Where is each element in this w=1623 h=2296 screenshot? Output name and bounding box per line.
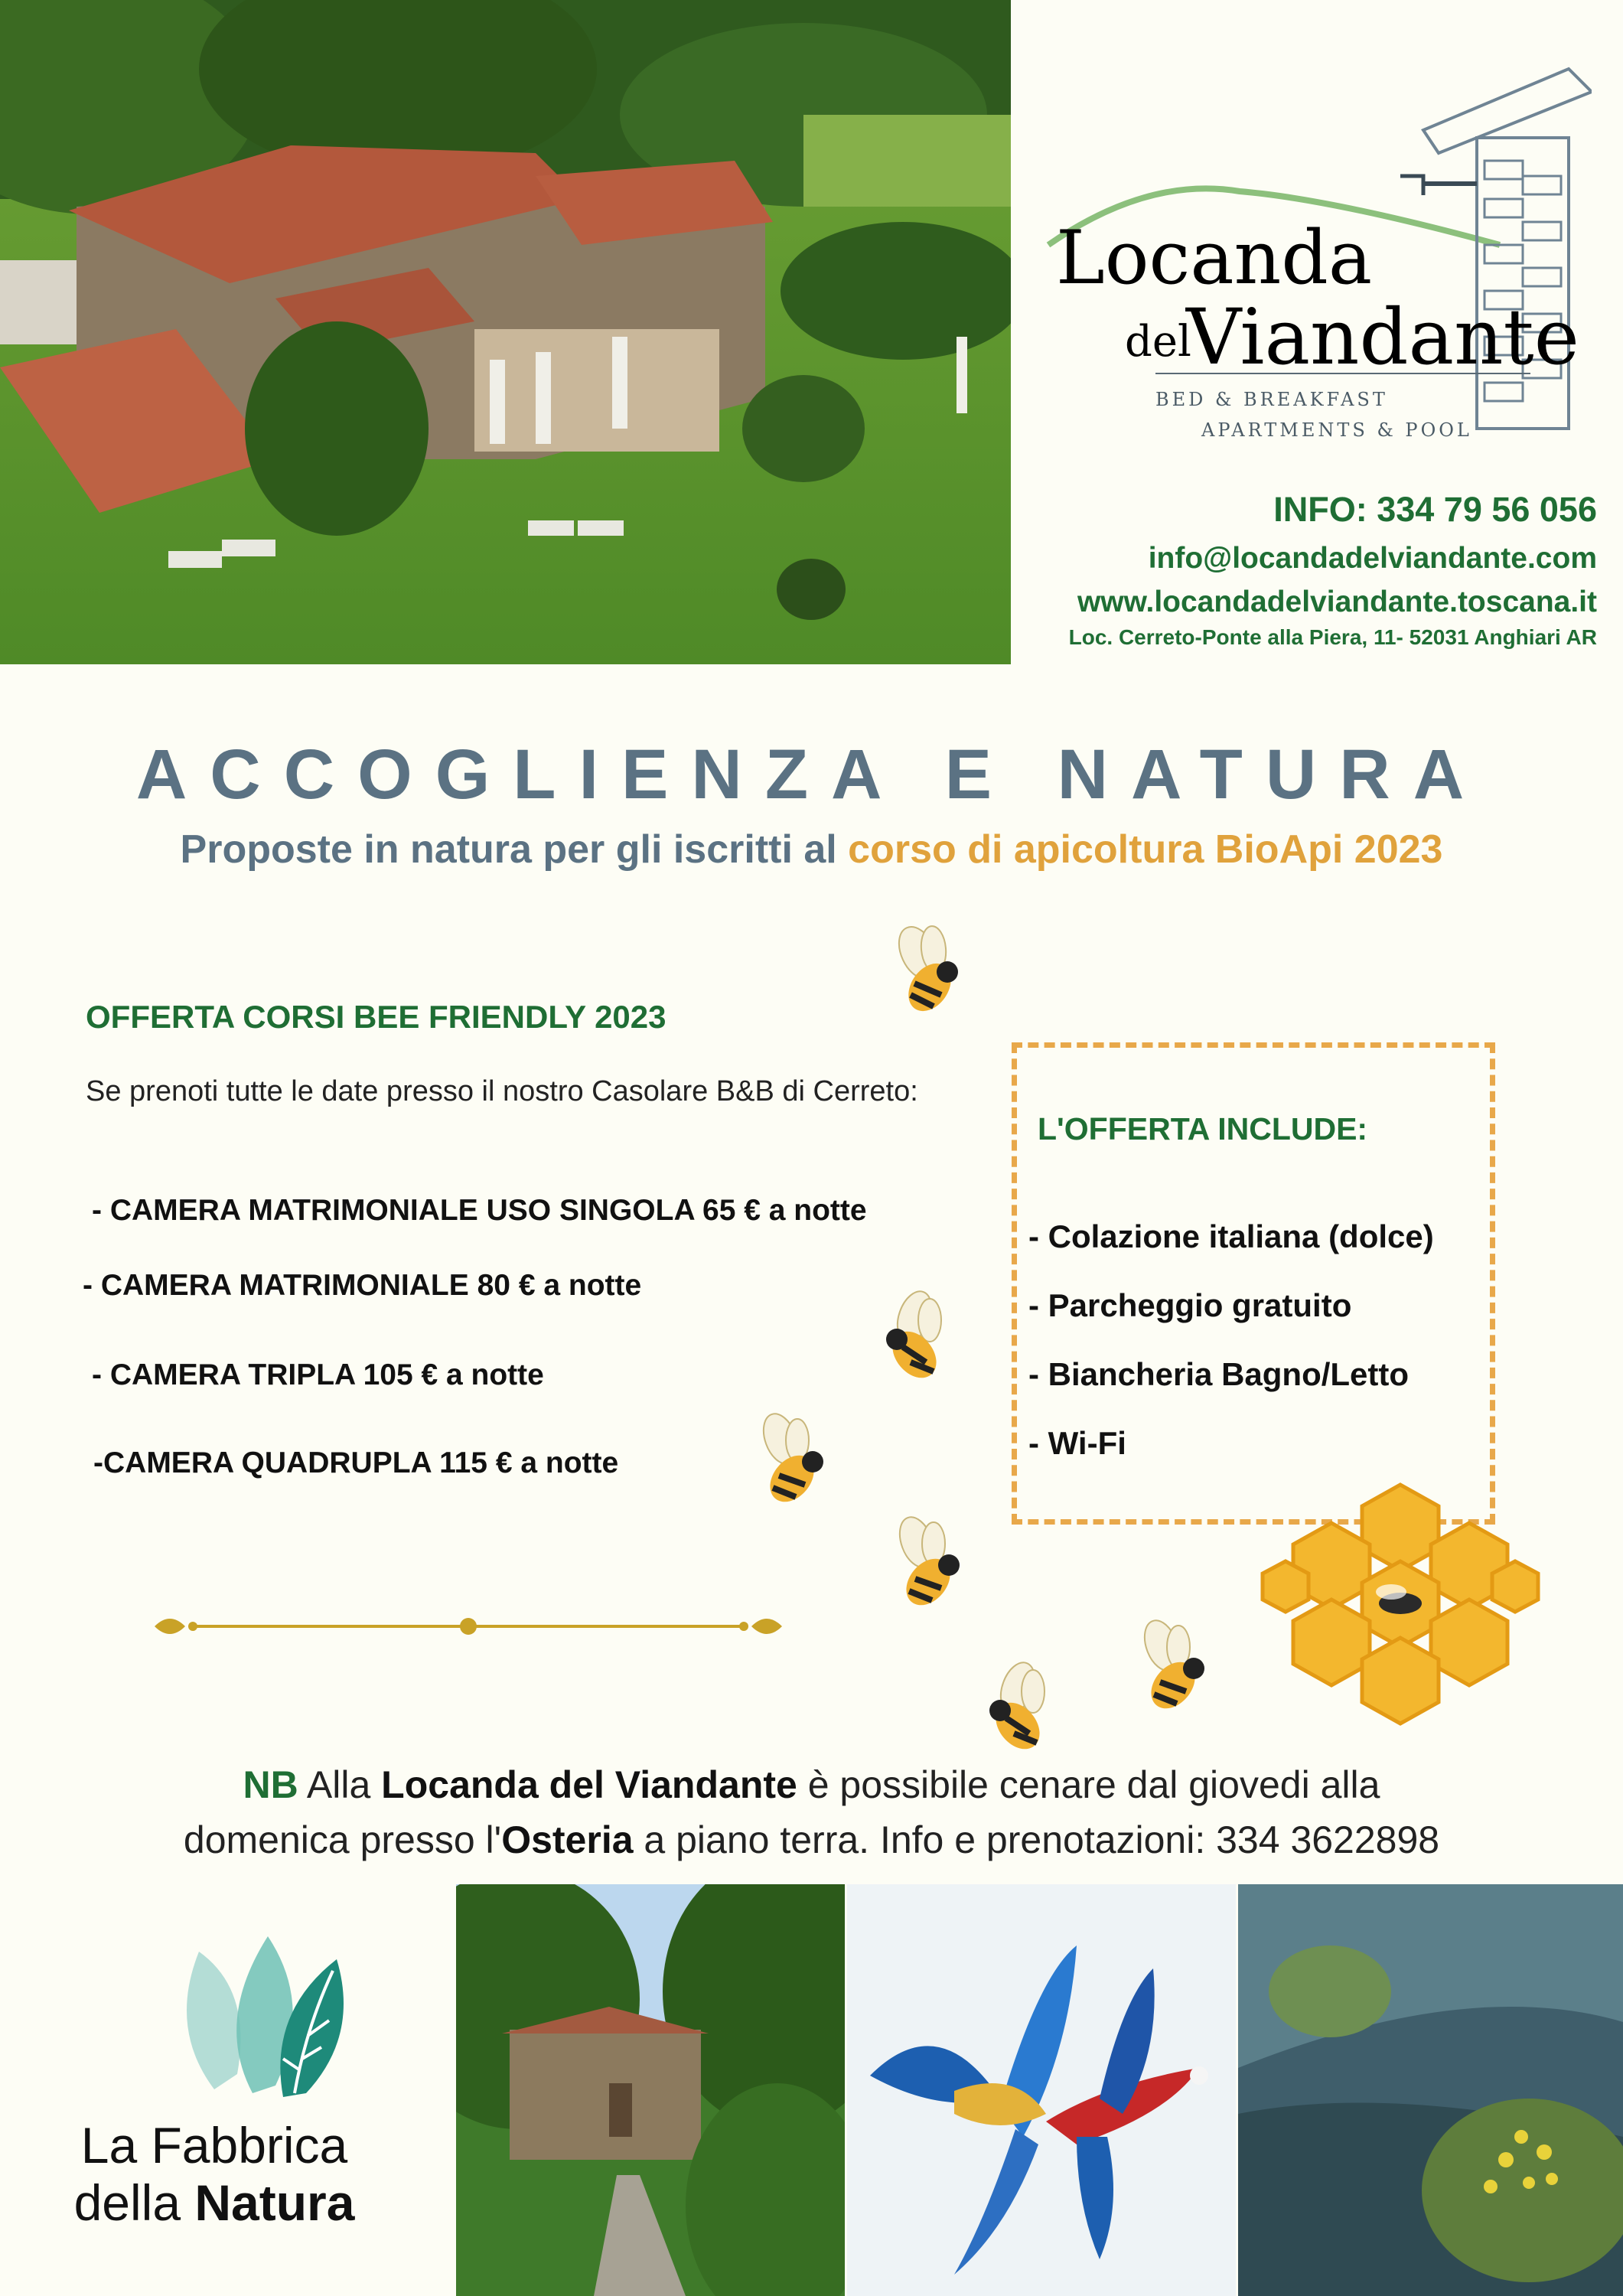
bee-icon	[886, 1512, 970, 1611]
logo-word-del: del	[1125, 317, 1191, 367]
bee-icon	[983, 1657, 1067, 1756]
rock-flowers-photo	[1238, 1884, 1623, 2296]
fabbrica-word-natura: Natura	[194, 2174, 355, 2231]
macaws-photo	[847, 1884, 1236, 2296]
headline: ACCOGLIENZA E NATURA	[135, 735, 1488, 814]
subheadline-highlight: corso di apicoltura BioApi 2023	[848, 827, 1443, 872]
fabbrica-title-line1: La Fabbrica	[80, 2117, 348, 2174]
includes-item: - Colazione italiana (dolce)	[1028, 1218, 1434, 1254]
room-price-item: - CAMERA MATRIMONIALE USO SINGOLA 65 € a notte	[92, 1194, 867, 1227]
fabbrica-title-line2	[0, 2174, 429, 2232]
contact-phone[interactable]: INFO: 334 79 56 056	[1273, 490, 1597, 529]
contact-email[interactable]: info@locandadelviandante.com	[1148, 542, 1597, 575]
bee-icon	[888, 918, 972, 1018]
contact-website[interactable]: www.locandadelviandante.toscana.it	[1077, 585, 1597, 618]
fabbrica-word-della: della	[73, 2174, 195, 2231]
leaf-logo-icon	[168, 1921, 352, 2105]
hero-farmhouse-photo	[0, 0, 1011, 664]
logo-word-locanda: Locanda	[1056, 215, 1373, 301]
includes-title: L'OFFERTA INCLUDE:	[1038, 1111, 1368, 1146]
room-price-item: - CAMERA MATRIMONIALE 80 € a notte	[83, 1269, 642, 1302]
stone-house-photo	[456, 1884, 845, 2296]
locanda-logo	[1041, 61, 1592, 459]
offer-title: OFFERTA CORSI BEE FRIENDLY 2023	[86, 999, 666, 1035]
logo-tagline-bnb: BED & BREAKFAST	[1155, 389, 1388, 410]
bee-icon	[1131, 1615, 1215, 1714]
nb-text: Alla	[298, 1763, 382, 1806]
room-price-item: - CAMERA TRIPLA 105 € a notte	[92, 1358, 544, 1391]
logo-word-viandante: Viandante	[1186, 292, 1579, 382]
nb-osteria-name: Osteria	[501, 1818, 634, 1861]
contact-address: Loc. Cerreto-Ponte alla Piera, 11- 52031 Anghiari AR	[1068, 625, 1597, 649]
nb-text: è possibile cenare dal giovedi alla	[797, 1763, 1380, 1806]
includes-item: - Wi-Fi	[1028, 1425, 1126, 1461]
room-price-item: -CAMERA QUADRUPLA 115 € a notte	[93, 1446, 619, 1479]
nb-locanda-name: Locanda del Viandante	[381, 1763, 797, 1806]
nb-label: NB	[243, 1763, 298, 1806]
bee-icon	[880, 1286, 964, 1385]
nb-text: a piano terra. Info e prenotazioni: 334 3622898	[633, 1818, 1440, 1861]
includes-item: - Parcheggio gratuito	[1028, 1287, 1352, 1323]
ornamental-divider	[147, 1607, 790, 1645]
nb-text: domenica presso l'	[183, 1818, 502, 1861]
subheadline	[0, 827, 1623, 872]
logo-tagline-apartments: APARTMENTS & POOL	[1201, 419, 1472, 441]
offer-intro: Se prenoti tutte le date presso il nostro Casolare B&B di Cerreto:	[86, 1075, 918, 1107]
nb-note	[0, 1757, 1623, 1867]
subheadline-prefix: Proposte in natura per gli iscritti al	[180, 827, 849, 872]
includes-item: - Biancheria Bagno/Letto	[1028, 1356, 1410, 1392]
bee-icon	[750, 1408, 834, 1508]
honeycomb-illustration	[1255, 1477, 1546, 1753]
